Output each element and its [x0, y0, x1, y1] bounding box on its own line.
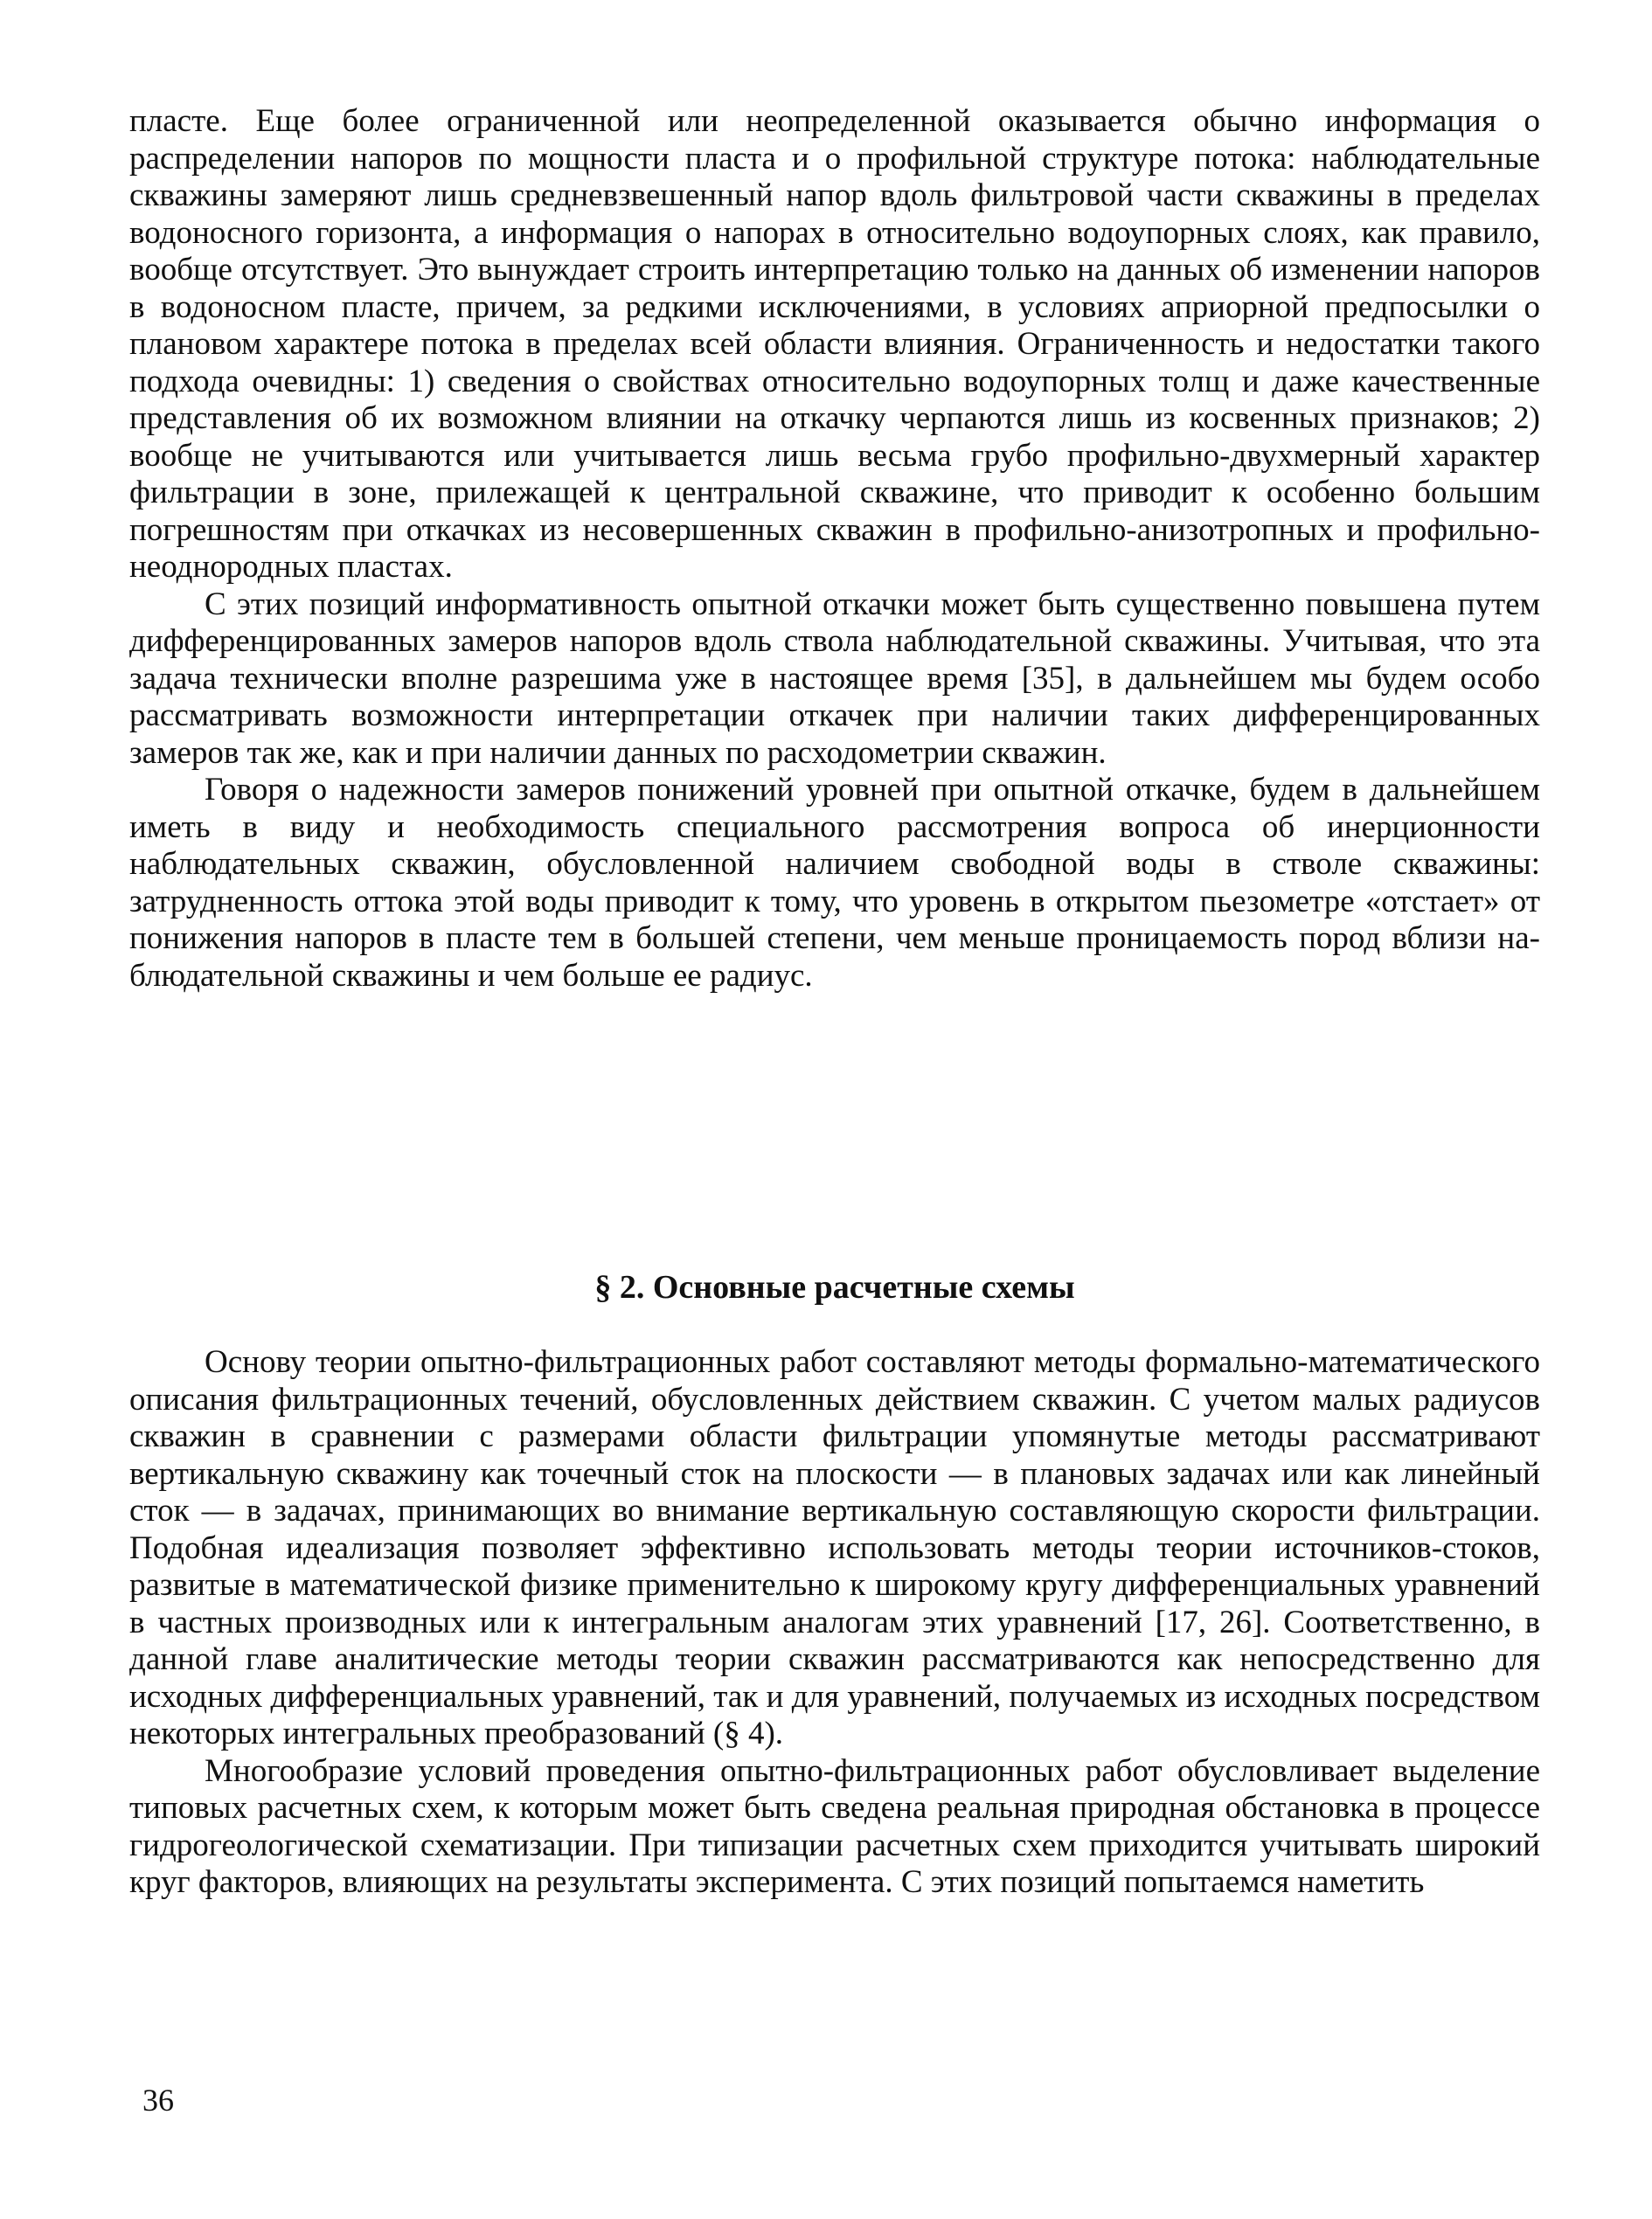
text-block-before-heading [129, 103, 1540, 995]
text-block-after-heading [129, 1344, 1540, 1902]
paragraph-theory-basis: Основу теории опытно-фильтрационных работ составляют методы формально-математического описания фильтрационных течений, обусловленных действием скважин. С учетом малых радиусов скважин в сравнении с размерами области фильтрации упомянутые методы рассматривают вертикальную скважину как точечный сток на плоскости — в плановых задачах или как линейный сток — в задачах, принимающих во внимание вертикальную составляющую скорости фильтрации. Подобная идеализация позволяет эффективно использовать методы теории источников-стоков, развитые в математической физике применительно к широкому кругу дифференциальных уравнений в частных производных или к интегральным аналогам этих уравнений [17, 26]. Соответственно, в данной главе аналитические методы теории скважин рассматриваются как непосредственно для исходных дифференциальных уравнений, так и для уравнений, получаемых из исходных посредством некоторых интегральных преобразований (§ 4). [129, 1344, 1540, 1751]
paragraph-measurement-reliability: Говоря о надежности замеров понижений уровней при опытной откачке, будем в дальнейшем иметь в виду и необходимость специального рассмотрения вопроса об инерционности наблюдательных скважин, обусловленной наличием свободной воды в стволе скважины: затрудненность оттока этой воды приводит к тому, что уровень в открытом пьезометре «отстает» от понижения напоров в пласте тем в большей степени, чем меньше проницаемость пород вблизи наблюдательной скважины и чем больше ее радиус. [129, 772, 1540, 994]
page-number: 36 [142, 2083, 174, 2118]
section-heading: § 2. Основные расчетные схемы [594, 1269, 1075, 1306]
paragraph-typical-schemes: Многообразие условий проведения опытно-фильтрационных работ обусловливает выделение типовых расчетных схем, к которым может быть сведена реальная природная обстановка в процессе гидрогеологической схематизации. При типизации расчетных схем приходится учитывать широкий круг факторов, влияющих на результаты эксперимента. С этих позиций попытаемся наметить [129, 1752, 1540, 1900]
paragraph-continued: пласте. Еще более ограниченной или неопределенной оказывается обычно информация о распределении напоров по мощности пласта и о профильной структуре потока: наблюдательные скважины замеряют лишь средневзвешенный напор вдоль фильтровой части скважины в пределах водоносного горизонта, а информация о напорах в относительно водоупорных слоях, как правило, вообще отсутствует. Это вынуждает строить интерпретацию только на данных об изменении напоров в водоносном пласте, причем, за редкими исключениями, в условиях априорной предпосылки о плановом характере потока в пределах всей области влияния. Ограниченность и недостатки такого подхода очевидны: 1) сведения о свойствах относительно водоупорных толщ и даже качественные представления об их возможном влиянии на откачку черпаются лишь из косвенных признаков; 2) вообще не учитываются или учитывается лишь весьма грубо профильно-двухмерный характер фильтрации в зоне, прилежащей к центральной скважине, что приводит к особенно большим погрешностям при откачках из несовершенных скважин в профильно-анизотропных и профильно-неоднородных пластах. [129, 103, 1540, 585]
paragraph-informativeness: С этих позиций информативность опытной откачки может быть существенно повышена путем дифференцированных замеров напоров вдоль ствола наблюдательной скважины. Учитывая, что эта задача технически вполне разрешима уже в настоящее время [35], в дальнейшем мы будем особо рассматривать возможности интерпретации откачек при наличии таких дифференцированных замеров так же, как и при наличии данных по расходометрии скважин. [129, 586, 1540, 771]
